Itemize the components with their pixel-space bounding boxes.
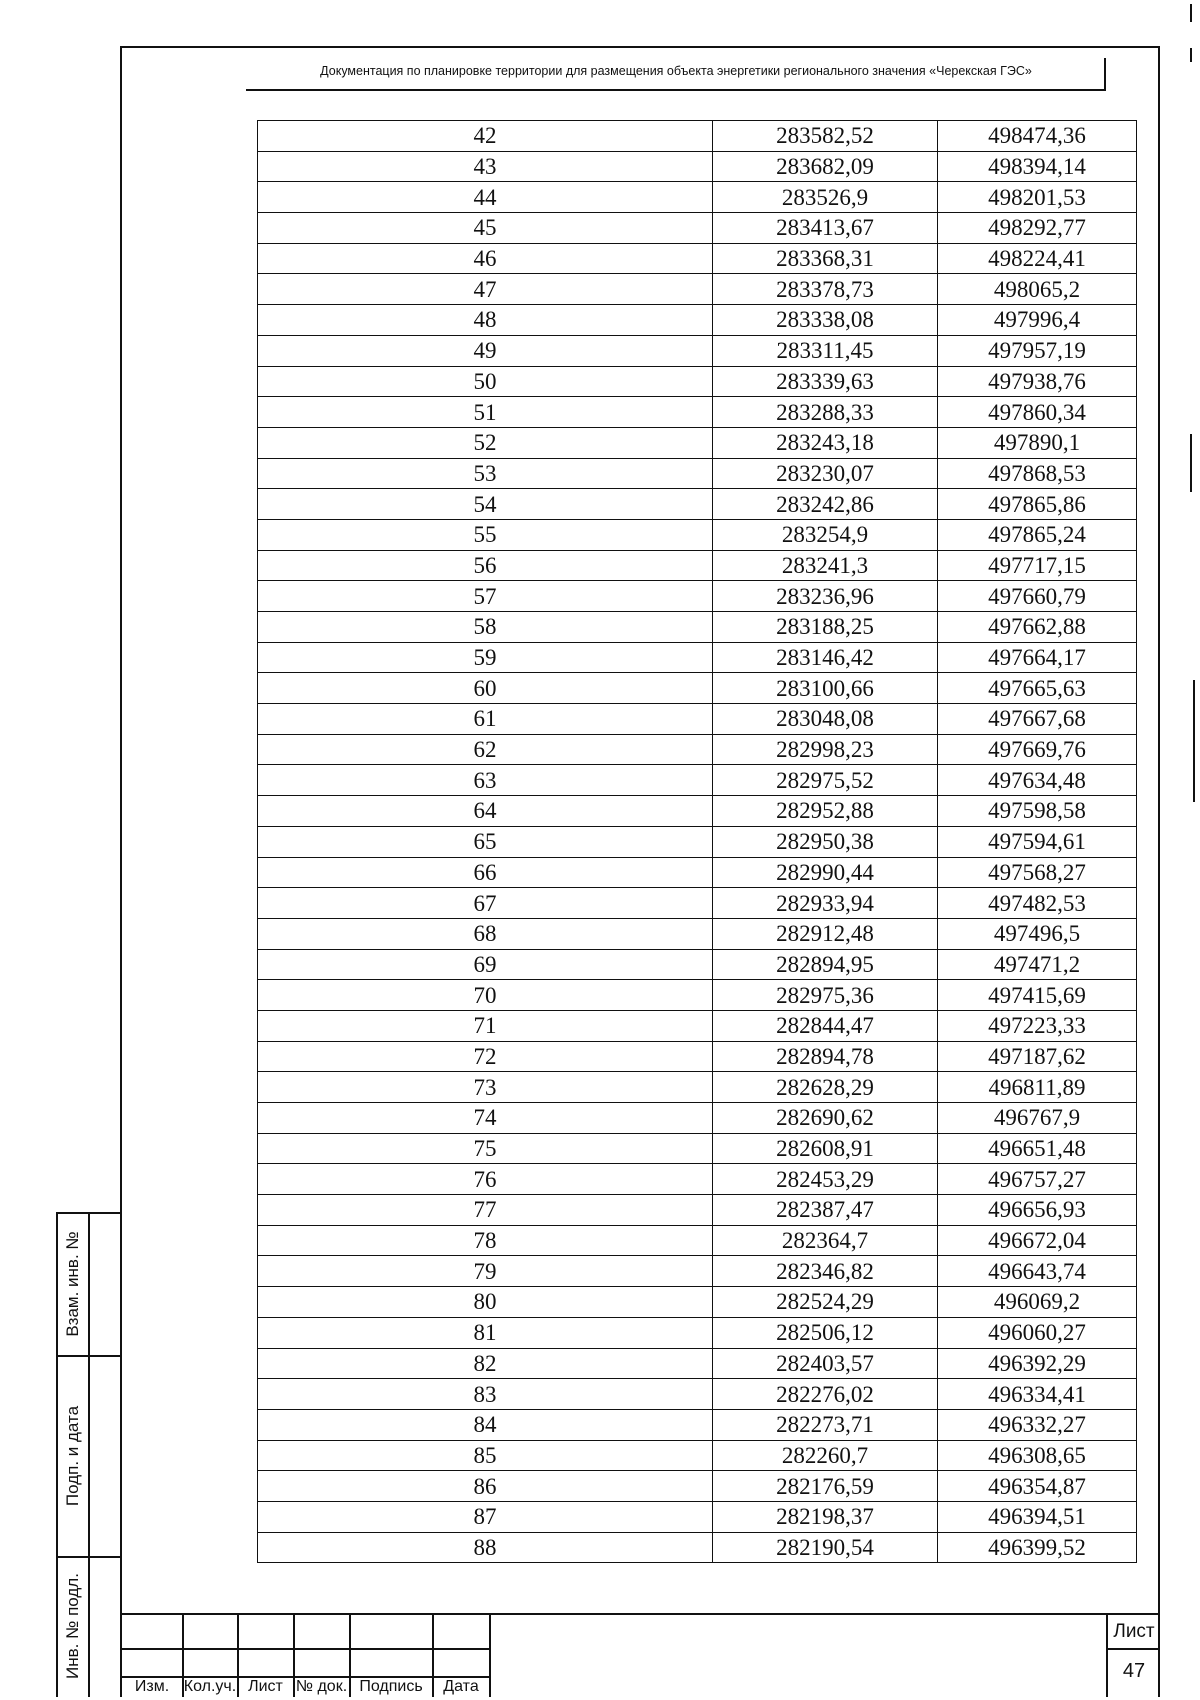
y-coordinate-cell: 497415,69 (938, 980, 1137, 1011)
point-number-cell: 86 (258, 1471, 713, 1502)
point-number-cell: 65 (258, 826, 713, 857)
table-row (258, 335, 1137, 366)
x-coordinate-cell: 282990,44 (713, 857, 938, 888)
y-coordinate-cell: 497598,58 (938, 796, 1137, 827)
x-coordinate-cell: 283288,33 (713, 397, 938, 428)
table-row (258, 1348, 1137, 1379)
x-coordinate-cell: 283048,08 (713, 704, 938, 735)
y-coordinate-cell: 496643,74 (938, 1256, 1137, 1287)
y-coordinate-cell: 497938,76 (938, 366, 1137, 397)
x-coordinate-cell: 282364,7 (713, 1225, 938, 1256)
y-coordinate-cell: 498224,41 (938, 243, 1137, 274)
sheet-number: 47 (1122, 1660, 1146, 1682)
table-row (258, 1409, 1137, 1440)
point-number-cell: 57 (258, 581, 713, 612)
table-row (258, 1103, 1137, 1134)
y-coordinate-cell: 497634,48 (938, 765, 1137, 796)
point-number-cell: 82 (258, 1348, 713, 1379)
y-coordinate-cell: 498394,14 (938, 151, 1137, 182)
point-number-cell: 46 (258, 243, 713, 274)
point-number-cell: 76 (258, 1164, 713, 1195)
x-coordinate-cell: 283413,67 (713, 213, 938, 244)
point-number-cell: 54 (258, 489, 713, 520)
table-row (258, 980, 1137, 1011)
y-coordinate-cell: 497860,34 (938, 397, 1137, 428)
x-coordinate-cell: 283254,9 (713, 519, 938, 550)
table-row (258, 1225, 1137, 1256)
table-row (258, 857, 1137, 888)
table-row (258, 1287, 1137, 1318)
table-row (258, 213, 1137, 244)
x-coordinate-cell: 282524,29 (713, 1287, 938, 1318)
column-sheet-label: Лист (248, 1678, 283, 1695)
table-row (258, 949, 1137, 980)
point-number-cell: 56 (258, 550, 713, 581)
table-row (258, 734, 1137, 765)
x-coordinate-cell: 282975,52 (713, 765, 938, 796)
point-number-cell: 50 (258, 366, 713, 397)
point-number-cell: 42 (258, 121, 713, 152)
x-coordinate-cell: 283339,63 (713, 366, 938, 397)
coordinates-table (257, 120, 1137, 1563)
table-row (258, 1532, 1137, 1563)
x-coordinate-cell: 282346,82 (713, 1256, 938, 1287)
point-number-cell: 74 (258, 1103, 713, 1134)
table-row (258, 1072, 1137, 1103)
point-number-cell: 69 (258, 949, 713, 980)
point-number-cell: 71 (258, 1010, 713, 1041)
x-coordinate-cell: 282933,94 (713, 888, 938, 919)
y-coordinate-cell: 497669,76 (938, 734, 1137, 765)
point-number-cell: 55 (258, 519, 713, 550)
x-coordinate-cell: 282176,59 (713, 1471, 938, 1502)
x-coordinate-cell: 282998,23 (713, 734, 938, 765)
x-coordinate-cell: 282628,29 (713, 1072, 938, 1103)
table-row (258, 427, 1137, 458)
x-coordinate-cell: 283582,52 (713, 121, 938, 152)
point-number-cell: 64 (258, 796, 713, 827)
point-number-cell: 59 (258, 642, 713, 673)
y-coordinate-cell: 496651,48 (938, 1133, 1137, 1164)
point-number-cell: 67 (258, 888, 713, 919)
x-coordinate-cell: 283378,73 (713, 274, 938, 305)
table-row (258, 366, 1137, 397)
y-coordinate-cell: 497667,68 (938, 704, 1137, 735)
x-coordinate-cell: 282453,29 (713, 1164, 938, 1195)
y-coordinate-cell: 498065,2 (938, 274, 1137, 305)
point-number-cell: 63 (258, 765, 713, 796)
table-row (258, 151, 1137, 182)
y-coordinate-cell: 497665,63 (938, 673, 1137, 704)
table-row (258, 918, 1137, 949)
point-number-cell: 87 (258, 1501, 713, 1532)
table-row (258, 1133, 1137, 1164)
original-inventory-label: Инв. № подл. (63, 1573, 82, 1679)
point-number-cell: 70 (258, 980, 713, 1011)
x-coordinate-cell: 282260,7 (713, 1440, 938, 1471)
point-number-cell: 80 (258, 1287, 713, 1318)
point-number-cell: 72 (258, 1041, 713, 1072)
x-coordinate-cell: 282608,91 (713, 1133, 938, 1164)
point-number-cell: 52 (258, 427, 713, 458)
column-doc-number-label: № док. (295, 1678, 348, 1695)
table-row (258, 888, 1137, 919)
x-coordinate-cell: 283368,31 (713, 243, 938, 274)
x-coordinate-cell: 283338,08 (713, 305, 938, 336)
table-row (258, 519, 1137, 550)
point-number-cell: 73 (258, 1072, 713, 1103)
point-number-cell: 88 (258, 1532, 713, 1563)
x-coordinate-cell: 283243,18 (713, 427, 938, 458)
table-row (258, 1010, 1137, 1041)
point-number-cell: 45 (258, 213, 713, 244)
table-row (258, 1041, 1137, 1072)
y-coordinate-cell: 497865,86 (938, 489, 1137, 520)
x-coordinate-cell: 283188,25 (713, 612, 938, 643)
y-coordinate-cell: 496332,27 (938, 1409, 1137, 1440)
point-number-cell: 44 (258, 182, 713, 213)
point-number-cell: 62 (258, 734, 713, 765)
y-coordinate-cell: 497890,1 (938, 427, 1137, 458)
point-number-cell: 79 (258, 1256, 713, 1287)
y-coordinate-cell: 496069,2 (938, 1287, 1137, 1318)
point-number-cell: 84 (258, 1409, 713, 1440)
x-coordinate-cell: 282690,62 (713, 1103, 938, 1134)
table-row (258, 1317, 1137, 1348)
x-coordinate-cell: 283236,96 (713, 581, 938, 612)
table-row (258, 581, 1137, 612)
point-number-cell: 53 (258, 458, 713, 489)
x-coordinate-cell: 282198,37 (713, 1501, 938, 1532)
scan-mark (1190, 48, 1192, 62)
y-coordinate-cell: 496656,93 (938, 1195, 1137, 1226)
point-number-cell: 51 (258, 397, 713, 428)
table-row (258, 1164, 1137, 1195)
y-coordinate-cell: 497594,61 (938, 826, 1137, 857)
y-coordinate-cell: 497957,19 (938, 335, 1137, 366)
y-coordinate-cell: 496354,87 (938, 1471, 1137, 1502)
column-quantity-label: Кол.уч. (183, 1678, 237, 1695)
table-row (258, 550, 1137, 581)
y-coordinate-cell: 496060,27 (938, 1317, 1137, 1348)
point-number-cell: 58 (258, 612, 713, 643)
table-row (258, 1256, 1137, 1287)
x-coordinate-cell: 283241,3 (713, 550, 938, 581)
y-coordinate-cell: 497187,62 (938, 1041, 1137, 1072)
point-number-cell: 49 (258, 335, 713, 366)
y-coordinate-cell: 498201,53 (938, 182, 1137, 213)
point-number-cell: 60 (258, 673, 713, 704)
table-row (258, 1471, 1137, 1502)
y-coordinate-cell: 497662,88 (938, 612, 1137, 643)
point-number-cell: 47 (258, 274, 713, 305)
y-coordinate-cell: 497717,15 (938, 550, 1137, 581)
x-coordinate-cell: 282894,95 (713, 949, 938, 980)
y-coordinate-cell: 497471,2 (938, 949, 1137, 980)
y-coordinate-cell: 496672,04 (938, 1225, 1137, 1256)
x-coordinate-cell: 282506,12 (713, 1317, 938, 1348)
column-signature-label: Подпись (359, 1678, 423, 1695)
y-coordinate-cell: 497868,53 (938, 458, 1137, 489)
x-coordinate-cell: 282952,88 (713, 796, 938, 827)
x-coordinate-cell: 282912,48 (713, 918, 938, 949)
table-row (258, 826, 1137, 857)
x-coordinate-cell: 283230,07 (713, 458, 938, 489)
x-coordinate-cell: 282975,36 (713, 980, 938, 1011)
y-coordinate-cell: 497996,4 (938, 305, 1137, 336)
x-coordinate-cell: 283311,45 (713, 335, 938, 366)
header-box-right (1104, 58, 1106, 91)
point-number-cell: 81 (258, 1317, 713, 1348)
y-coordinate-cell: 496392,29 (938, 1348, 1137, 1379)
sheet-label: Лист (1113, 1621, 1155, 1642)
table-row (258, 121, 1137, 152)
table-row (258, 796, 1137, 827)
header-underline (246, 89, 1104, 91)
table-row (258, 642, 1137, 673)
column-change-label: Изм. (134, 1678, 170, 1695)
scan-mark (1193, 680, 1195, 802)
point-number-cell: 66 (258, 857, 713, 888)
document-header-title: Документация по планировке территории для размещения объекта энергетики регионального значения «Черекская ГЭС» (320, 64, 1032, 78)
point-number-cell: 77 (258, 1195, 713, 1226)
replacement-inventory-label: Взам. инв. № (63, 1231, 82, 1337)
y-coordinate-cell: 497482,53 (938, 888, 1137, 919)
y-coordinate-cell: 496394,51 (938, 1501, 1137, 1532)
x-coordinate-cell: 282950,38 (713, 826, 938, 857)
x-coordinate-cell: 283526,9 (713, 182, 938, 213)
table-row (258, 1379, 1137, 1410)
point-number-cell: 43 (258, 151, 713, 182)
table-row (258, 612, 1137, 643)
table-row (258, 704, 1137, 735)
table-row (258, 765, 1137, 796)
x-coordinate-cell: 282190,54 (713, 1532, 938, 1563)
table-row (258, 397, 1137, 428)
x-coordinate-cell: 282276,02 (713, 1379, 938, 1410)
y-coordinate-cell: 498292,77 (938, 213, 1137, 244)
table-row (258, 182, 1137, 213)
y-coordinate-cell: 496757,27 (938, 1164, 1137, 1195)
table-row (258, 458, 1137, 489)
y-coordinate-cell: 498474,36 (938, 121, 1137, 152)
x-coordinate-cell: 283146,42 (713, 642, 938, 673)
signature-date-label: Подп. и дата (63, 1405, 82, 1507)
y-coordinate-cell: 497223,33 (938, 1010, 1137, 1041)
scan-mark (1190, 434, 1192, 492)
y-coordinate-cell: 496399,52 (938, 1532, 1137, 1563)
y-coordinate-cell: 497660,79 (938, 581, 1137, 612)
x-coordinate-cell: 282387,47 (713, 1195, 938, 1226)
table-row (258, 1501, 1137, 1532)
y-coordinate-cell: 497568,27 (938, 857, 1137, 888)
table-row (258, 305, 1137, 336)
x-coordinate-cell: 282894,78 (713, 1041, 938, 1072)
point-number-cell: 68 (258, 918, 713, 949)
column-date-label: Дата (443, 1678, 479, 1695)
table-row (258, 1440, 1137, 1471)
x-coordinate-cell: 283100,66 (713, 673, 938, 704)
y-coordinate-cell: 496308,65 (938, 1440, 1137, 1471)
table-row (258, 274, 1137, 305)
scan-mark (1190, 4, 1192, 22)
table-row (258, 1195, 1137, 1226)
table-row (258, 673, 1137, 704)
y-coordinate-cell: 496334,41 (938, 1379, 1137, 1410)
x-coordinate-cell: 282844,47 (713, 1010, 938, 1041)
point-number-cell: 85 (258, 1440, 713, 1471)
y-coordinate-cell: 497865,24 (938, 519, 1137, 550)
point-number-cell: 75 (258, 1133, 713, 1164)
table-row (258, 489, 1137, 520)
x-coordinate-cell: 282273,71 (713, 1409, 938, 1440)
point-number-cell: 83 (258, 1379, 713, 1410)
y-coordinate-cell: 496767,9 (938, 1103, 1137, 1134)
y-coordinate-cell: 497496,5 (938, 918, 1137, 949)
table-row (258, 243, 1137, 274)
y-coordinate-cell: 497664,17 (938, 642, 1137, 673)
x-coordinate-cell: 282403,57 (713, 1348, 938, 1379)
y-coordinate-cell: 496811,89 (938, 1072, 1137, 1103)
x-coordinate-cell: 283242,86 (713, 489, 938, 520)
x-coordinate-cell: 283682,09 (713, 151, 938, 182)
point-number-cell: 78 (258, 1225, 713, 1256)
point-number-cell: 48 (258, 305, 713, 336)
point-number-cell: 61 (258, 704, 713, 735)
